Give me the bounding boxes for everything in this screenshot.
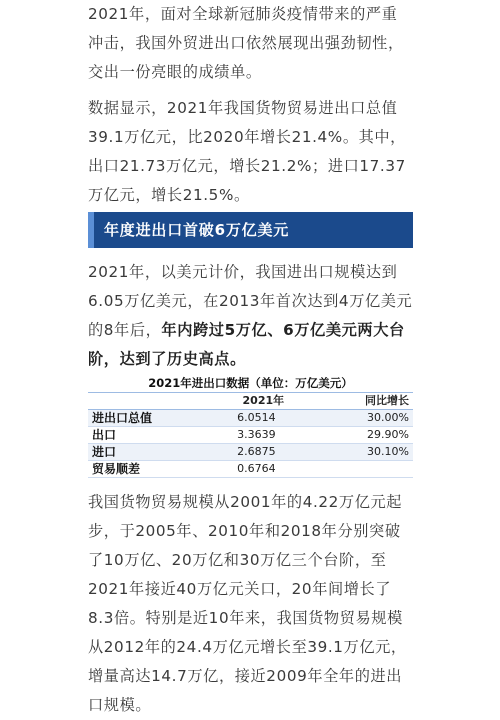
row-label: 出口: [92, 428, 117, 442]
header-year: 2021年: [197, 393, 329, 410]
usd-paragraph-highlight: 年内跨过5万亿、6万亿美元两大台阶，达到了历史高点。: [88, 321, 405, 368]
table-grid: [88, 393, 413, 478]
row-yoy: 30.10%: [367, 445, 409, 458]
data-paragraph: 数据显示，2021年我国货物贸易进出口总值39.1万亿元，比2020年增长21.4%。其中，出口21.73万亿元，增长21.2%；进口17.37万亿元，增长21.5%。: [88, 99, 406, 204]
row-label: 进口: [92, 445, 117, 459]
row-value: 0.6764: [237, 462, 276, 475]
table-caption: 2021年进出口数据（单位：万亿美元）: [88, 374, 413, 393]
row-yoy: 29.90%: [367, 428, 409, 441]
row-yoy: [330, 461, 413, 478]
table-row: [88, 410, 413, 427]
row-label: 贸易顺差: [92, 462, 141, 476]
header-yoy: 同比增长: [330, 393, 413, 410]
usd-paragraph: [88, 258, 413, 374]
section-title: 年度进出口首破6万亿美元: [104, 221, 290, 239]
trade-data-table: [88, 374, 413, 478]
table-row: [88, 444, 413, 461]
row-value: 3.3639: [237, 428, 276, 441]
section-header: [88, 212, 413, 248]
usd-paragraph-text: 2021年，以美元计价，我国进出口规模达到6.05万亿美元，在2013年首次达到4万亿美元的8年后，: [88, 263, 413, 339]
section-accent-stripe: [88, 212, 94, 248]
intro-paragraph: 2021年，面对全球新冠肺炎疫情带来的严重冲击，我国外贸进出口依然展现出强劲韧性，交出一份亮眼的成绩单。: [88, 5, 404, 81]
header-label: [88, 393, 197, 410]
row-value: 6.0514: [237, 411, 276, 424]
row-value: 2.6875: [237, 445, 276, 458]
row-label: 进出口总值: [92, 411, 153, 425]
table-row: [88, 461, 413, 478]
table-header-row: [88, 393, 413, 410]
history-paragraph: 我国货物贸易规模从2001年的4.22万亿元起步，于2005年、2010年和2018年分别突破了10万亿、20万亿和30万亿三个台阶，至2021年接近40万亿元关口，20年间增长了8.3倍。特别是近10年来，我国货物贸易规模从2012年的24.4万亿元增长至39.1万亿元，增量高达14.7万亿，接近2009年全年的进出口规模。: [88, 493, 407, 714]
row-yoy: 30.00%: [367, 411, 409, 424]
table-row: [88, 427, 413, 444]
